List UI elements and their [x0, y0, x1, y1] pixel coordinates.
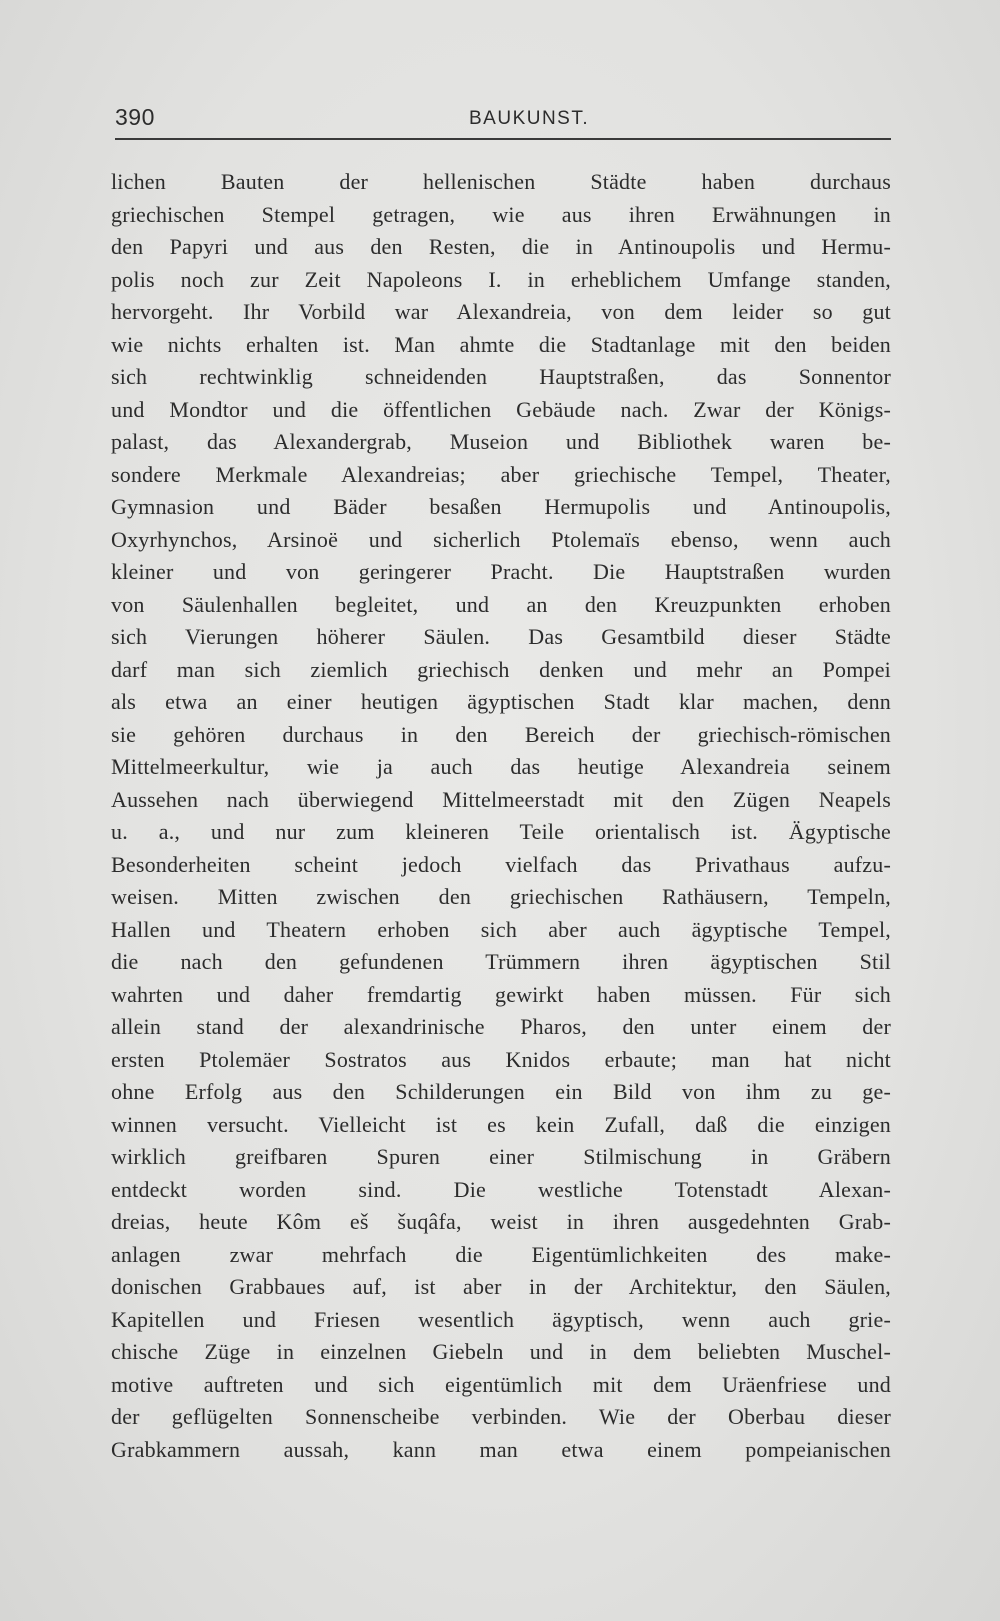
page-number: 390	[115, 104, 155, 130]
text-line: wahrten und daher fremdartig gewirkt haben müssen. Für sich	[111, 981, 891, 1007]
text-line: der geflügelten Sonnenscheibe verbinden. Wie der Oberbau dieser	[111, 1404, 891, 1429]
text-line: Aussehen nach überwiegend Mittelmeerstadt mit den Zügen Neapels	[111, 786, 891, 812]
text-line: weisen. Mitten zwischen den griechischen Rathäusern, Tempeln,	[111, 884, 891, 909]
text-line: u. a., und nur zum kleineren Teile orientalisch ist. Ägyptische	[111, 819, 891, 844]
text-line: ohne Erfolg aus den Schilderungen ein Bild von ihm zu ge-	[111, 1079, 891, 1104]
text-line: motive auftreten und sich eigentümlich mit dem Uräenfriese und	[111, 1371, 891, 1397]
text-line: Gymnasion und Bäder besaßen Hermupolis und Antinoupolis,	[111, 494, 891, 519]
text-line: wie nichts erhalten ist. Man ahmte die Stadtanlage mit den beiden	[111, 331, 891, 357]
running-head	[115, 100, 891, 140]
body-text	[111, 166, 891, 1466]
text-line: als etwa an einer heutigen ägyptischen Stadt klar machen, denn	[111, 689, 891, 714]
text-line: palast, das Alexandergrab, Museion und Bibliothek waren be-	[111, 429, 891, 454]
text-line: Kapitellen und Friesen wesentlich ägyptisch, wenn auch grie-	[111, 1306, 891, 1332]
text-line: allein stand der alexandrinische Pharos, den unter einem der	[111, 1014, 891, 1039]
text-line: sich Vierungen höherer Säulen. Das Gesamtbild dieser Städte	[111, 624, 891, 649]
text-line: lichen Bauten der hellenischen Städte haben durchaus	[111, 169, 891, 194]
text-line: dreias, heute Kôm eš šuqâfa, weist in ihren ausgedehnten Grab-	[111, 1209, 891, 1234]
text-line: kleiner und von geringerer Pracht. Die Hauptstraßen wurden	[111, 559, 891, 584]
text-line: polis noch zur Zeit Napoleons I. in erheblichem Umfange standen,	[111, 266, 891, 292]
text-line: donischen Grabbaues auf, ist aber in der Architektur, den Säulen,	[111, 1274, 891, 1299]
text-line: von Säulenhallen begleitet, und an den Kreuzpunkten erhoben	[111, 591, 891, 617]
text-line: Grabkammern aussah, kann man etwa einem pompeianischen	[111, 1436, 891, 1462]
text-line: griechischen Stempel getragen, wie aus ihren Erwähnungen in	[111, 201, 891, 227]
text-line: und Mondtor und die öffentlichen Gebäude nach. Zwar der Königs-	[111, 396, 891, 422]
text-line: den Papyri und aus den Resten, die in Antinoupolis und Hermu-	[111, 234, 891, 259]
text-line: hervorgeht. Ihr Vorbild war Alexandreia, von dem leider so gut	[111, 299, 891, 324]
text-line: Hallen und Theatern erhoben sich aber auch ägyptische Tempel,	[111, 916, 891, 942]
text-line: sondere Merkmale Alexandreias; aber griechische Tempel, Theater,	[111, 461, 891, 487]
text-line: ersten Ptolemäer Sostratos aus Knidos erbaute; man hat nicht	[111, 1046, 891, 1072]
text-line: die nach den gefundenen Trümmern ihren ägyptischen Stil	[111, 949, 891, 974]
text-line: sie gehören durchaus in den Bereich der griechisch-römischen	[111, 721, 891, 747]
text-line: sich rechtwinklig schneidenden Hauptstraßen, das Sonnentor	[111, 364, 891, 389]
text-line: chische Züge in einzelnen Giebeln und in dem beliebten Muschel-	[111, 1339, 891, 1364]
text-line: anlagen zwar mehrfach die Eigentümlichkeiten des make-	[111, 1241, 891, 1267]
text-line: winnen versucht. Vielleicht ist es kein Zufall, daß die einzigen	[111, 1111, 891, 1137]
text-line: darf man sich ziemlich griechisch denken und mehr an Pompei	[111, 656, 891, 682]
text-line: Mittelmeerkultur, wie ja auch das heutige Alexandreia seinem	[111, 754, 891, 779]
text-line: Besonderheiten scheint jedoch vielfach das Privathaus aufzu-	[111, 851, 891, 877]
text-line: entdeckt worden sind. Die westliche Totenstadt Alexan-	[111, 1176, 891, 1202]
text-line: Oxyrhynchos, Arsinoë und sicherlich Ptolemaïs ebenso, wenn auch	[111, 526, 891, 552]
section-title: BAUKUNST.	[469, 108, 590, 129]
text-line: wirklich greifbaren Spuren einer Stilmischung in Gräbern	[111, 1144, 891, 1169]
